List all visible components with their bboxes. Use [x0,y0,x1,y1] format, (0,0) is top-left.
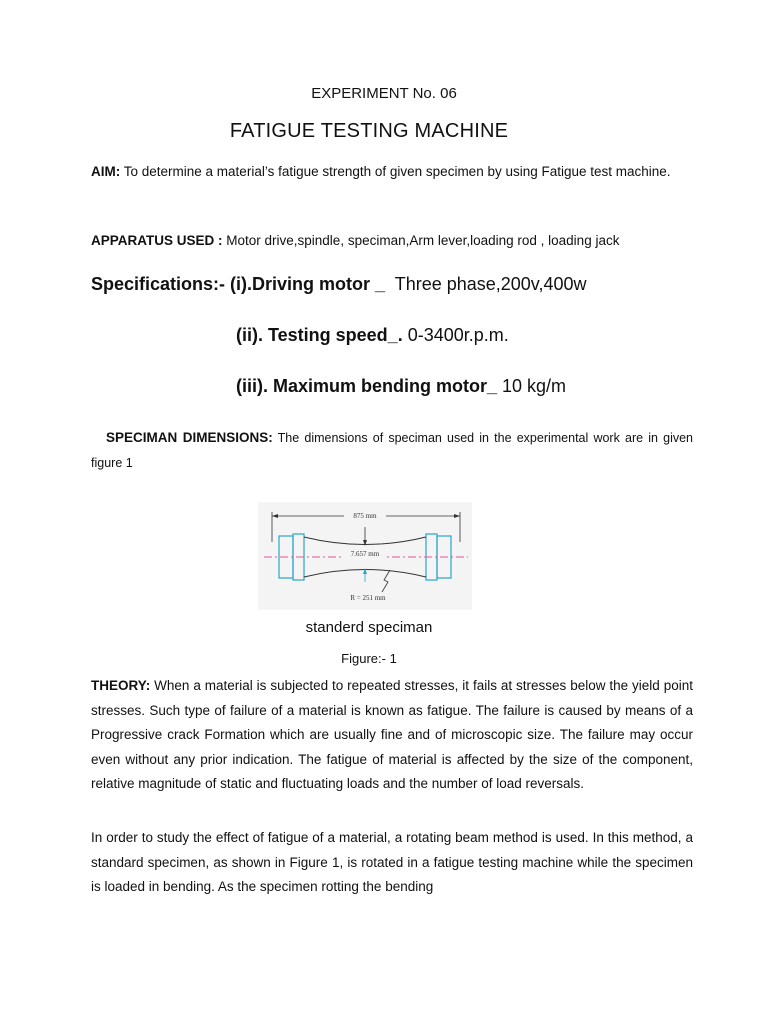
spec-driving-motor-value: Three phase,200v,400w [385,274,587,294]
apparatus-text: Motor drive,spindle, speciman,Arm lever,loading rod , loading jack [222,233,620,248]
figure-number: Figure:- 1 [341,651,397,666]
apparatus-label: APPARATUS USED : [91,233,223,248]
spec-bending-motor-key: (iii). Maximum bending motor_ [236,376,498,396]
figure-caption: standerd speciman [305,619,433,636]
theory-label: THEORY: [91,678,151,693]
specimen-dimensions-text: The dimensions of speciman used in the experimental work are in given figure 1 [91,431,694,470]
specimen-figure [258,502,472,610]
spec-line-2 [236,325,509,346]
rotating-beam-paragraph: In order to study the effect of fatigue of a material, a rotating beam method is used. In this method, a standard specimen, as shown in Figure 1, is rotated in a fatigue testing machine while the specimen is loaded in bending. As the specimen rotting the bending [91,830,693,894]
apparatus-paragraph [91,229,693,254]
spec-testing-speed-key: (ii). Testing speed_. [236,325,403,345]
specimen-dimensions-paragraph [91,426,693,475]
spec-testing-speed-value: 0-3400r.p.m. [402,325,509,345]
length-label: 875 mm [353,512,377,520]
spec-line-1 [91,274,587,295]
aim-paragraph [91,160,693,185]
spec-line-3 [236,376,566,397]
experiment-number: EXPERIMENT No. 06 [311,85,457,102]
aim-text: To determine a material’s fatigue strength of given specimen by using Fatigue test machine. [120,164,671,179]
aim-label: AIM: [91,164,121,179]
page-title: FATIGUE TESTING MACHINE [229,120,509,142]
spec-driving-motor-key: Specifications:- (i).Driving motor _ [91,274,386,294]
theory-text: When a material is subjected to repeated stresses, it fails at stresses below the yield point stresses. Such type of failure of a material is known as fatigue. The failure is caused by means of a Progressive crack Formation which are usually fine and of microscopic size. The failure may occur even without any prior indication. The fatigue of material is affected by the size of the component, relative magnitude of static and fluctuating loads and the number of load reversals. [91,678,693,791]
radius-label: R = 251 mm [350,594,386,602]
diameter-label: 7.657 mm [350,550,380,558]
spec-bending-motor-value: 10 kg/m [497,376,567,396]
specimen-dimensions-label: SPECIMAN DIMENSIONS: [106,430,273,445]
theory-paragraph [91,674,693,797]
